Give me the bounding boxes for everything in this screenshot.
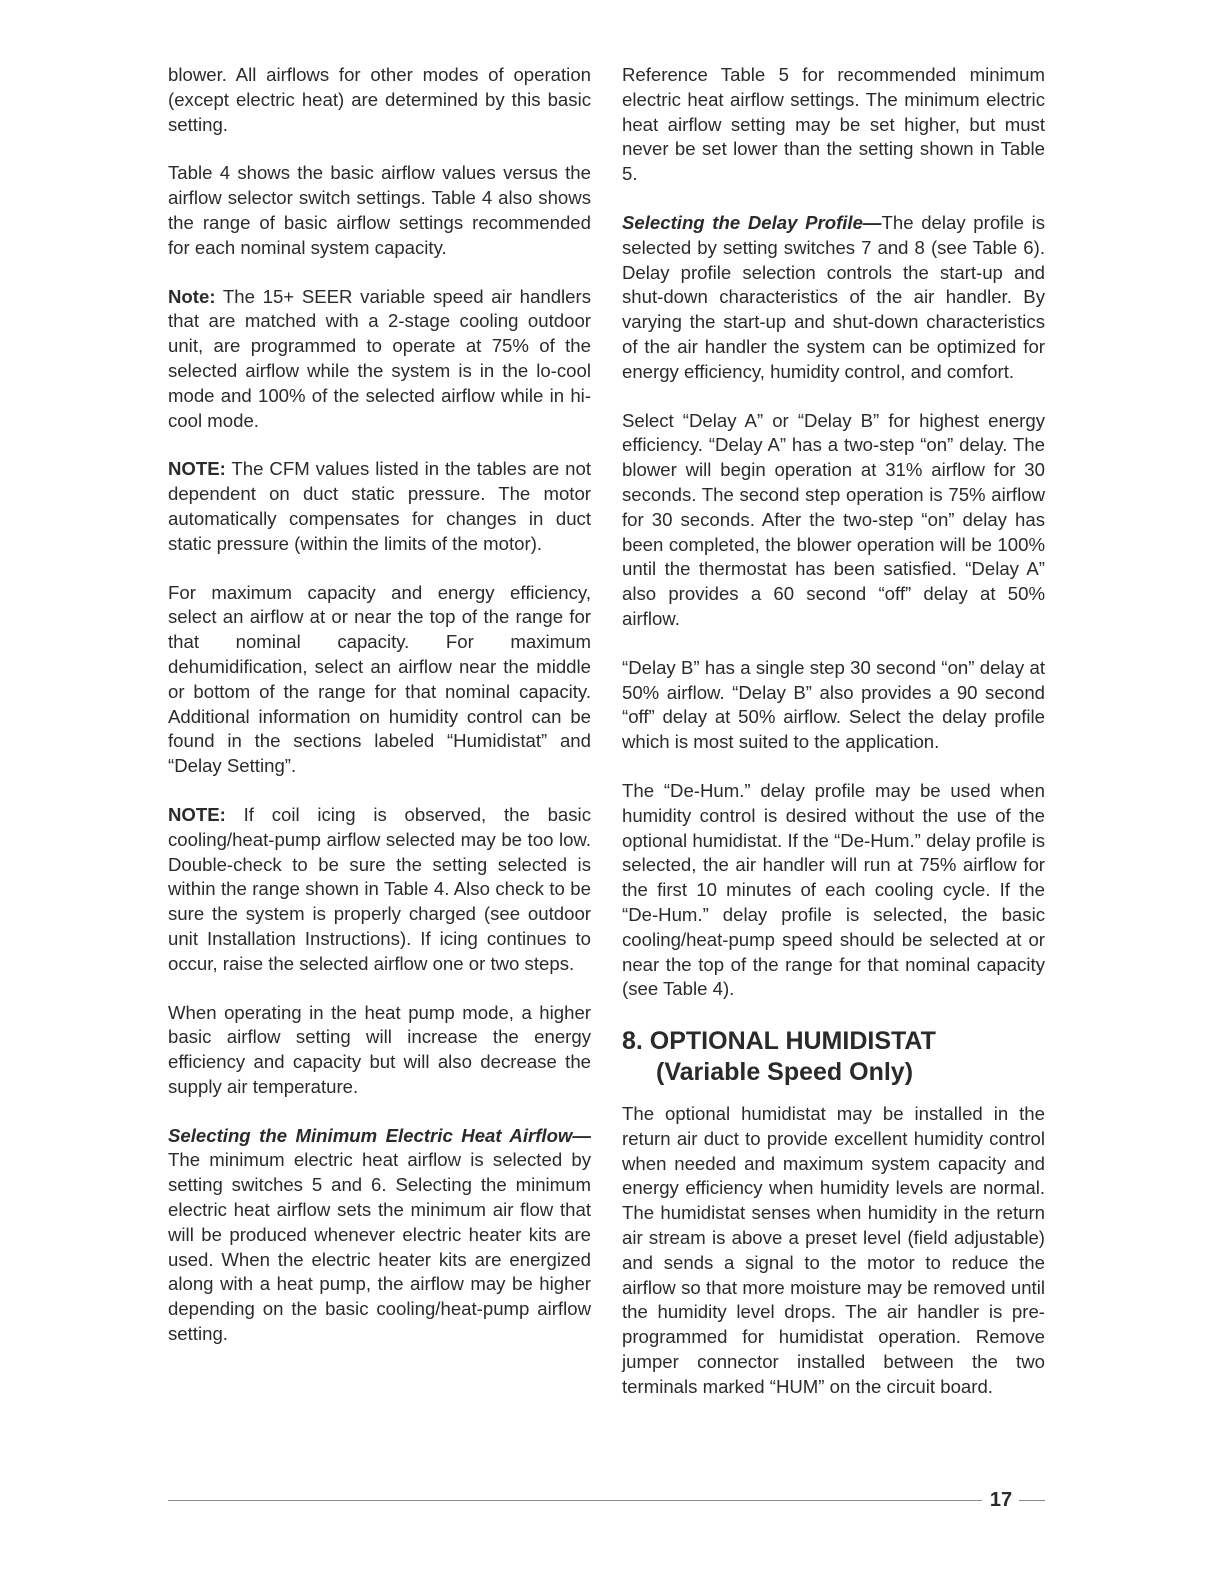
footer-rule-left — [168, 1500, 982, 1501]
paragraph-delay-b: “Delay B” has a single step 30 second “on” delay at 50% airflow. “Delay B” also provides a 90 second “off” delay at 50% airflow. Select the delay profile which is most suited to the application. — [622, 656, 1045, 753]
paragraph-min-electric-heat — [168, 1124, 591, 1347]
section-heading-optional-humidistat — [622, 1026, 1045, 1088]
paragraph-body: The delay profile is selected by setting switches 7 and 8 (see Table 6). Delay profile selection controls the start-up and shut-down characteristics of the air handler. By varying the start-up and shut-down characteristics of the air handler the system can be optimized for energy efficiency, humidity control, and comfort. — [622, 211, 1045, 382]
footer-rule-right — [1019, 1500, 1045, 1501]
note-body: The 15+ SEER variable speed air handlers that are matched with a 2-stage cooling outdoor unit, are programmed to operate at 75% of the selected airflow while the system is in the lo-cool mode and 100% of the selected airflow while in hi-cool mode. — [168, 285, 591, 431]
paragraph-max-capacity: For maximum capacity and energy efficiency, select an airflow at or near the top of the range for that nominal capacity. For maximum dehumidification, select an airflow near the middle or bottom of the range for that nominal capacity. Additional information on humidity control can be found in the sections labeled “Humidistat” and “Delay Setting”. — [168, 581, 591, 777]
note-label: NOTE: — [168, 803, 226, 825]
note-label: NOTE: — [168, 458, 226, 480]
subheading-delay-profile: Selecting the Delay Profile— — [622, 211, 882, 233]
paragraph-table4-summary: Table 4 shows the basic airflow values versus the airflow selector switch settings. Table 4 also shows the range of basic airflow settings recommended for each nominal system capacity. — [168, 162, 591, 258]
heading-line-1: 8. OPTIONAL HUMIDISTAT — [622, 1027, 936, 1056]
paragraph-note-coil-icing — [168, 803, 591, 977]
paragraph-note-seer — [168, 285, 591, 434]
paragraph-note-cfm — [168, 457, 591, 556]
subheading-min-electric-heat: Selecting the Minimum Electric Heat Airflow— — [168, 1124, 591, 1146]
paragraph-blower-basic-setting: blower. All airflows for other modes of operation (except electric heat) are determined by this basic setting. — [168, 64, 591, 135]
paragraph-delay-a: Select “Delay A” or “Delay B” for highest energy efficiency. “Delay A” has a two-step “on” delay. The blower will begin operation at 31% airflow for 30 seconds. The second step operation is 75% airflow for 30 seconds. After the two-step “on” delay has been completed, the blower operation will be 100% until the thermostat has been satisfied. “Delay A” also provides a 60 second “off” delay at 50% airflow. — [622, 409, 1045, 629]
paragraph-humidistat: The optional humidistat may be installed in the return air duct to provide excellent humidity control when needed and maximum system capacity and energy efficiency when humidity levels are normal. The humidistat senses when humidity in the return air stream is above a preset level (field adjustable) and sends a signal to the motor to reduce the airflow so that more moisture may be removed until the humidity level drops. The air handler is pre-programmed for humidistat operation. Remove jumper connector installed between the two terminals marked “HUM” on the circuit board. — [622, 1103, 1045, 1397]
note-label: Note: — [168, 285, 216, 307]
note-body: The CFM values listed in the tables are not dependent on duct static pressure. The motor automatically compensates for changes in duct static pressure (within the limits of the motor). — [168, 458, 591, 554]
paragraph-heat-pump-mode: When operating in the heat pump mode, a higher basic airflow setting will increase the energy efficiency and capacity but will also decrease the supply air temperature. — [168, 1001, 591, 1097]
paragraph-de-hum: The “De-Hum.” delay profile may be used when humidity control is desired without the use of the optional humidistat. If the “De-Hum.” delay profile is selected, the air handler will run at 75% airflow for the first 10 minutes of each cooling cycle. If the “De-Hum.” delay profile is selected, the basic cooling/heat-pump speed should be selected at or near the top of the range for that nominal capacity (see Table 4). — [622, 779, 1045, 1000]
paragraph-reference-table5: Reference Table 5 for recommended minimum electric heat airflow settings. The minimum electric heat airflow setting may be set higher, but must never be set lower than the setting shown in Table 5. — [622, 64, 1045, 185]
paragraph-delay-profile — [622, 211, 1045, 385]
right-column — [622, 63, 1045, 1424]
paragraph-body: The minimum electric heat airflow is selected by setting switches 5 and 6. Selecting the minimum electric heat airflow sets the minimum air flow that will be produced whenever electric heater kits are used. When the electric heater kits are energized along with a heat pump, the airflow may be higher depending on the basic cooling/heat-pump airflow setting. — [168, 1149, 591, 1345]
page-number: 17 — [989, 1489, 1013, 1511]
heading-line-2: (Variable Speed Only) — [656, 1058, 914, 1087]
note-body: If coil icing is observed, the basic cooling/heat-pump airflow selected may be too low. Double-check to be sure the setting selected is within the range shown in Table 4. Also check to be sure the system is properly charged (see outdoor unit Installation Instructions). If icing continues to occur, raise the selected airflow one or two steps. — [168, 803, 591, 974]
left-column — [168, 63, 591, 1371]
